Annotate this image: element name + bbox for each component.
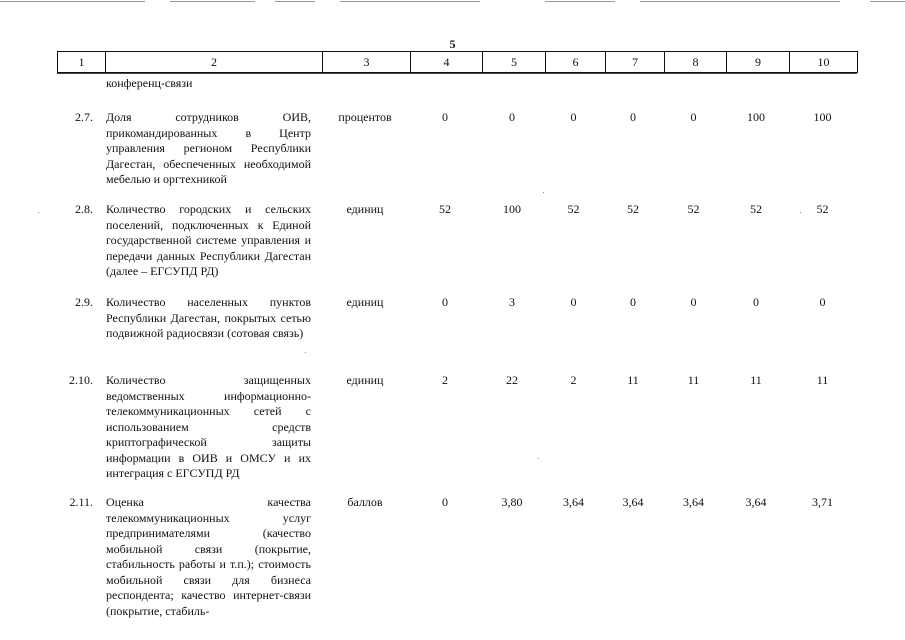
scan-edge-line	[275, 1, 315, 2]
value-col-7: 11	[627, 373, 639, 387]
indicator-description: Количество населенных пунктов Республики Дагестан, покрытых сетью подвижной радиосвязи (сотовая связь)	[106, 295, 311, 340]
scan-edge-line	[640, 1, 840, 2]
column-header: 6	[546, 52, 606, 73]
unit-of-measure: единиц	[346, 373, 384, 387]
column-header: 2	[106, 52, 323, 73]
unit-of-measure: баллов	[347, 495, 383, 509]
column-header: 3	[323, 52, 411, 73]
column-header: 7	[606, 52, 665, 73]
indicator-description: Количество городских и сельских поселений, подключенных к Единой государственной системе управления и передачи данных Республики Дагестан (далее – ЕГСУПД РД)	[106, 202, 311, 278]
value-col-10: 0	[819, 295, 826, 309]
column-header: 5	[483, 52, 546, 73]
scan-speck	[538, 458, 539, 459]
value-col-9: 0	[753, 295, 759, 309]
value-col-8: 3,64	[683, 495, 704, 509]
value-col-9: 11	[750, 373, 762, 387]
value-col-4: 2	[442, 373, 448, 387]
scan-edge-line	[870, 1, 905, 2]
scan-speck	[38, 212, 39, 213]
value-col-10: 11	[816, 373, 829, 387]
scan-speck	[305, 352, 306, 353]
row-number: 2.9.	[75, 295, 93, 309]
column-header: 4	[411, 52, 483, 73]
column-header: 9	[727, 52, 790, 73]
value-col-6: 0	[570, 295, 577, 309]
column-number-header	[57, 51, 858, 73]
value-col-4: 52	[439, 202, 451, 216]
row-number: 2.7.	[75, 110, 93, 124]
unit-of-measure: процентов	[338, 110, 392, 124]
value-col-7: 52	[627, 202, 639, 216]
value-col-4: 0	[442, 495, 448, 509]
page-number: 5	[449, 37, 456, 51]
column-header: 10	[790, 52, 858, 73]
value-col-6: 2	[570, 373, 577, 387]
scan-edge-line	[545, 1, 615, 2]
row-number: 2.11.	[69, 495, 93, 509]
row-number: 2.8.	[75, 202, 93, 216]
value-col-5: 0	[509, 110, 515, 124]
value-col-4: 0	[442, 110, 448, 124]
value-col-6: 52	[567, 202, 580, 216]
value-col-6: 3,64	[563, 495, 584, 509]
column-header: 8	[665, 52, 727, 73]
value-col-8: 11	[687, 373, 700, 387]
value-col-9: 3,64	[745, 495, 767, 509]
value-col-9: 52	[750, 202, 762, 216]
value-col-6: 0	[570, 110, 577, 124]
value-col-10: 100	[813, 110, 832, 124]
indicator-description: Количество защищенных ведомственных информационно-телекоммуникационных сетей с использованием средств криптографической защиты информации в ОИВ и ОМСУ и их интеграция с ЕГСУПД РД	[106, 373, 311, 480]
value-col-5: 3,80	[501, 495, 523, 509]
value-col-5: 22	[506, 373, 518, 387]
unit-of-measure: единиц	[346, 202, 384, 216]
header-rule	[57, 73, 857, 74]
scan-speck	[543, 192, 544, 193]
value-col-7: 3,64	[622, 495, 644, 509]
value-col-8: 0	[690, 110, 697, 124]
value-col-5: 100	[503, 202, 521, 216]
row-number: 2.10.	[69, 373, 93, 387]
value-col-9: 100	[747, 110, 765, 124]
value-col-4: 0	[442, 295, 448, 309]
value-col-8: 0	[690, 295, 697, 309]
value-col-7: 0	[630, 110, 636, 124]
indicator-description: Оценка качества телекоммуникационных услуг предпринимателями (качество мобильной связи (покрытие, стабильность работы и т.п.); стоимость мобильной связи для бизнеса респондента; качество интернет-связи (покрытие, стабиль-	[106, 495, 311, 618]
continuation-text: конференц-связи	[106, 76, 193, 90]
value-col-10: 3,71	[812, 495, 833, 509]
scan-speck	[800, 212, 801, 213]
unit-of-measure: единиц	[346, 295, 384, 309]
value-col-7: 0	[630, 295, 636, 309]
scan-edge-line	[0, 1, 145, 2]
column-header: 1	[58, 52, 106, 73]
scan-edge-line	[340, 1, 480, 2]
value-col-5: 3	[509, 295, 515, 309]
indicator-description: Доля сотрудников ОИВ, прикомандированных в Центр управления регионом Республики Дагестан, обеспеченных необходимой мебелью и оргтехникой	[106, 110, 311, 186]
value-col-10: 52	[816, 202, 829, 216]
scan-edge-line	[170, 1, 255, 2]
value-col-8: 52	[687, 202, 700, 216]
